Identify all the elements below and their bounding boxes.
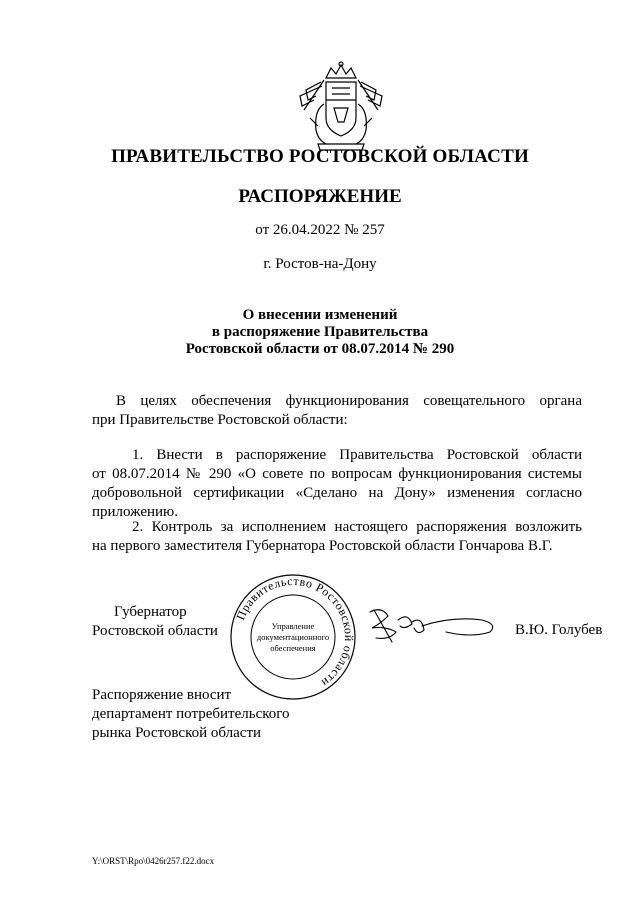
official-stamp	[228, 572, 358, 702]
government-heading: ПРАВИТЕЛЬСТВО РОСТОВСКОЙ ОБЛАСТИ	[111, 146, 529, 167]
subject-line: Ростовской области от 08.07.2014 № 290	[185, 341, 455, 357]
handwritten-signature	[362, 602, 502, 648]
paragraph-line: на первого заместителя Губернатора Ростовской области Гончарова В.Г.	[92, 538, 553, 554]
item-2-paragraph	[92, 518, 582, 556]
document-subject	[0, 307, 640, 358]
submitted-by	[92, 686, 290, 743]
paragraph-line: 1. Внести в распоряжение Правительства Ростовской области	[132, 447, 582, 463]
signatory-title-line: Ростовской области	[92, 623, 218, 639]
document-type: РАСПОРЯЖЕНИЕ	[238, 186, 402, 207]
subject-line: О внесении изменений	[242, 307, 398, 323]
paragraph-line: при Правительстве Ростовской области:	[92, 412, 348, 428]
signatory-name: В.Ю. Голубев	[515, 622, 603, 638]
paragraph-line: 2. Контроль за исполнением настоящего распоряжения возложить	[132, 519, 582, 535]
paragraph-line: добровольной сертификации «Сделано на Дону» изменения согласно	[92, 485, 582, 501]
submitted-by-line: Распоряжение вносит	[92, 687, 232, 703]
coat-of-arms-icon	[296, 60, 386, 152]
paragraph-line: приложению.	[92, 504, 179, 520]
signatory-title-line: Губернатор	[114, 604, 187, 620]
submitted-by-line: департамент потребительского	[92, 706, 290, 722]
date-and-number: от 26.04.2022 № 257	[255, 222, 385, 238]
city: г. Ростов-на-Дону	[263, 256, 377, 272]
preamble-paragraph	[92, 392, 582, 430]
file-path-footer: Y:\ORST\Rpo\0426r257.f22.docx	[92, 856, 215, 866]
submitted-by-line: рынка Ростовской области	[92, 725, 262, 741]
item-1-paragraph	[92, 446, 582, 522]
svg-text:Правительство Ростовской облас: Правительство Ростовской области	[233, 573, 357, 691]
svg-text:документационного: документационного	[256, 632, 330, 642]
subject-line: в распоряжение Правительства	[211, 324, 429, 340]
paragraph-line: от 08.07.2014 № 290 «О совете по вопросам функционирования системы	[92, 466, 582, 482]
svg-text:обеспечения: обеспечения	[270, 643, 316, 653]
paragraph-line: В целях обеспечения функционирования совещательного органа	[116, 393, 582, 409]
svg-text:Управление: Управление	[271, 621, 315, 631]
signatory-title	[92, 603, 218, 641]
